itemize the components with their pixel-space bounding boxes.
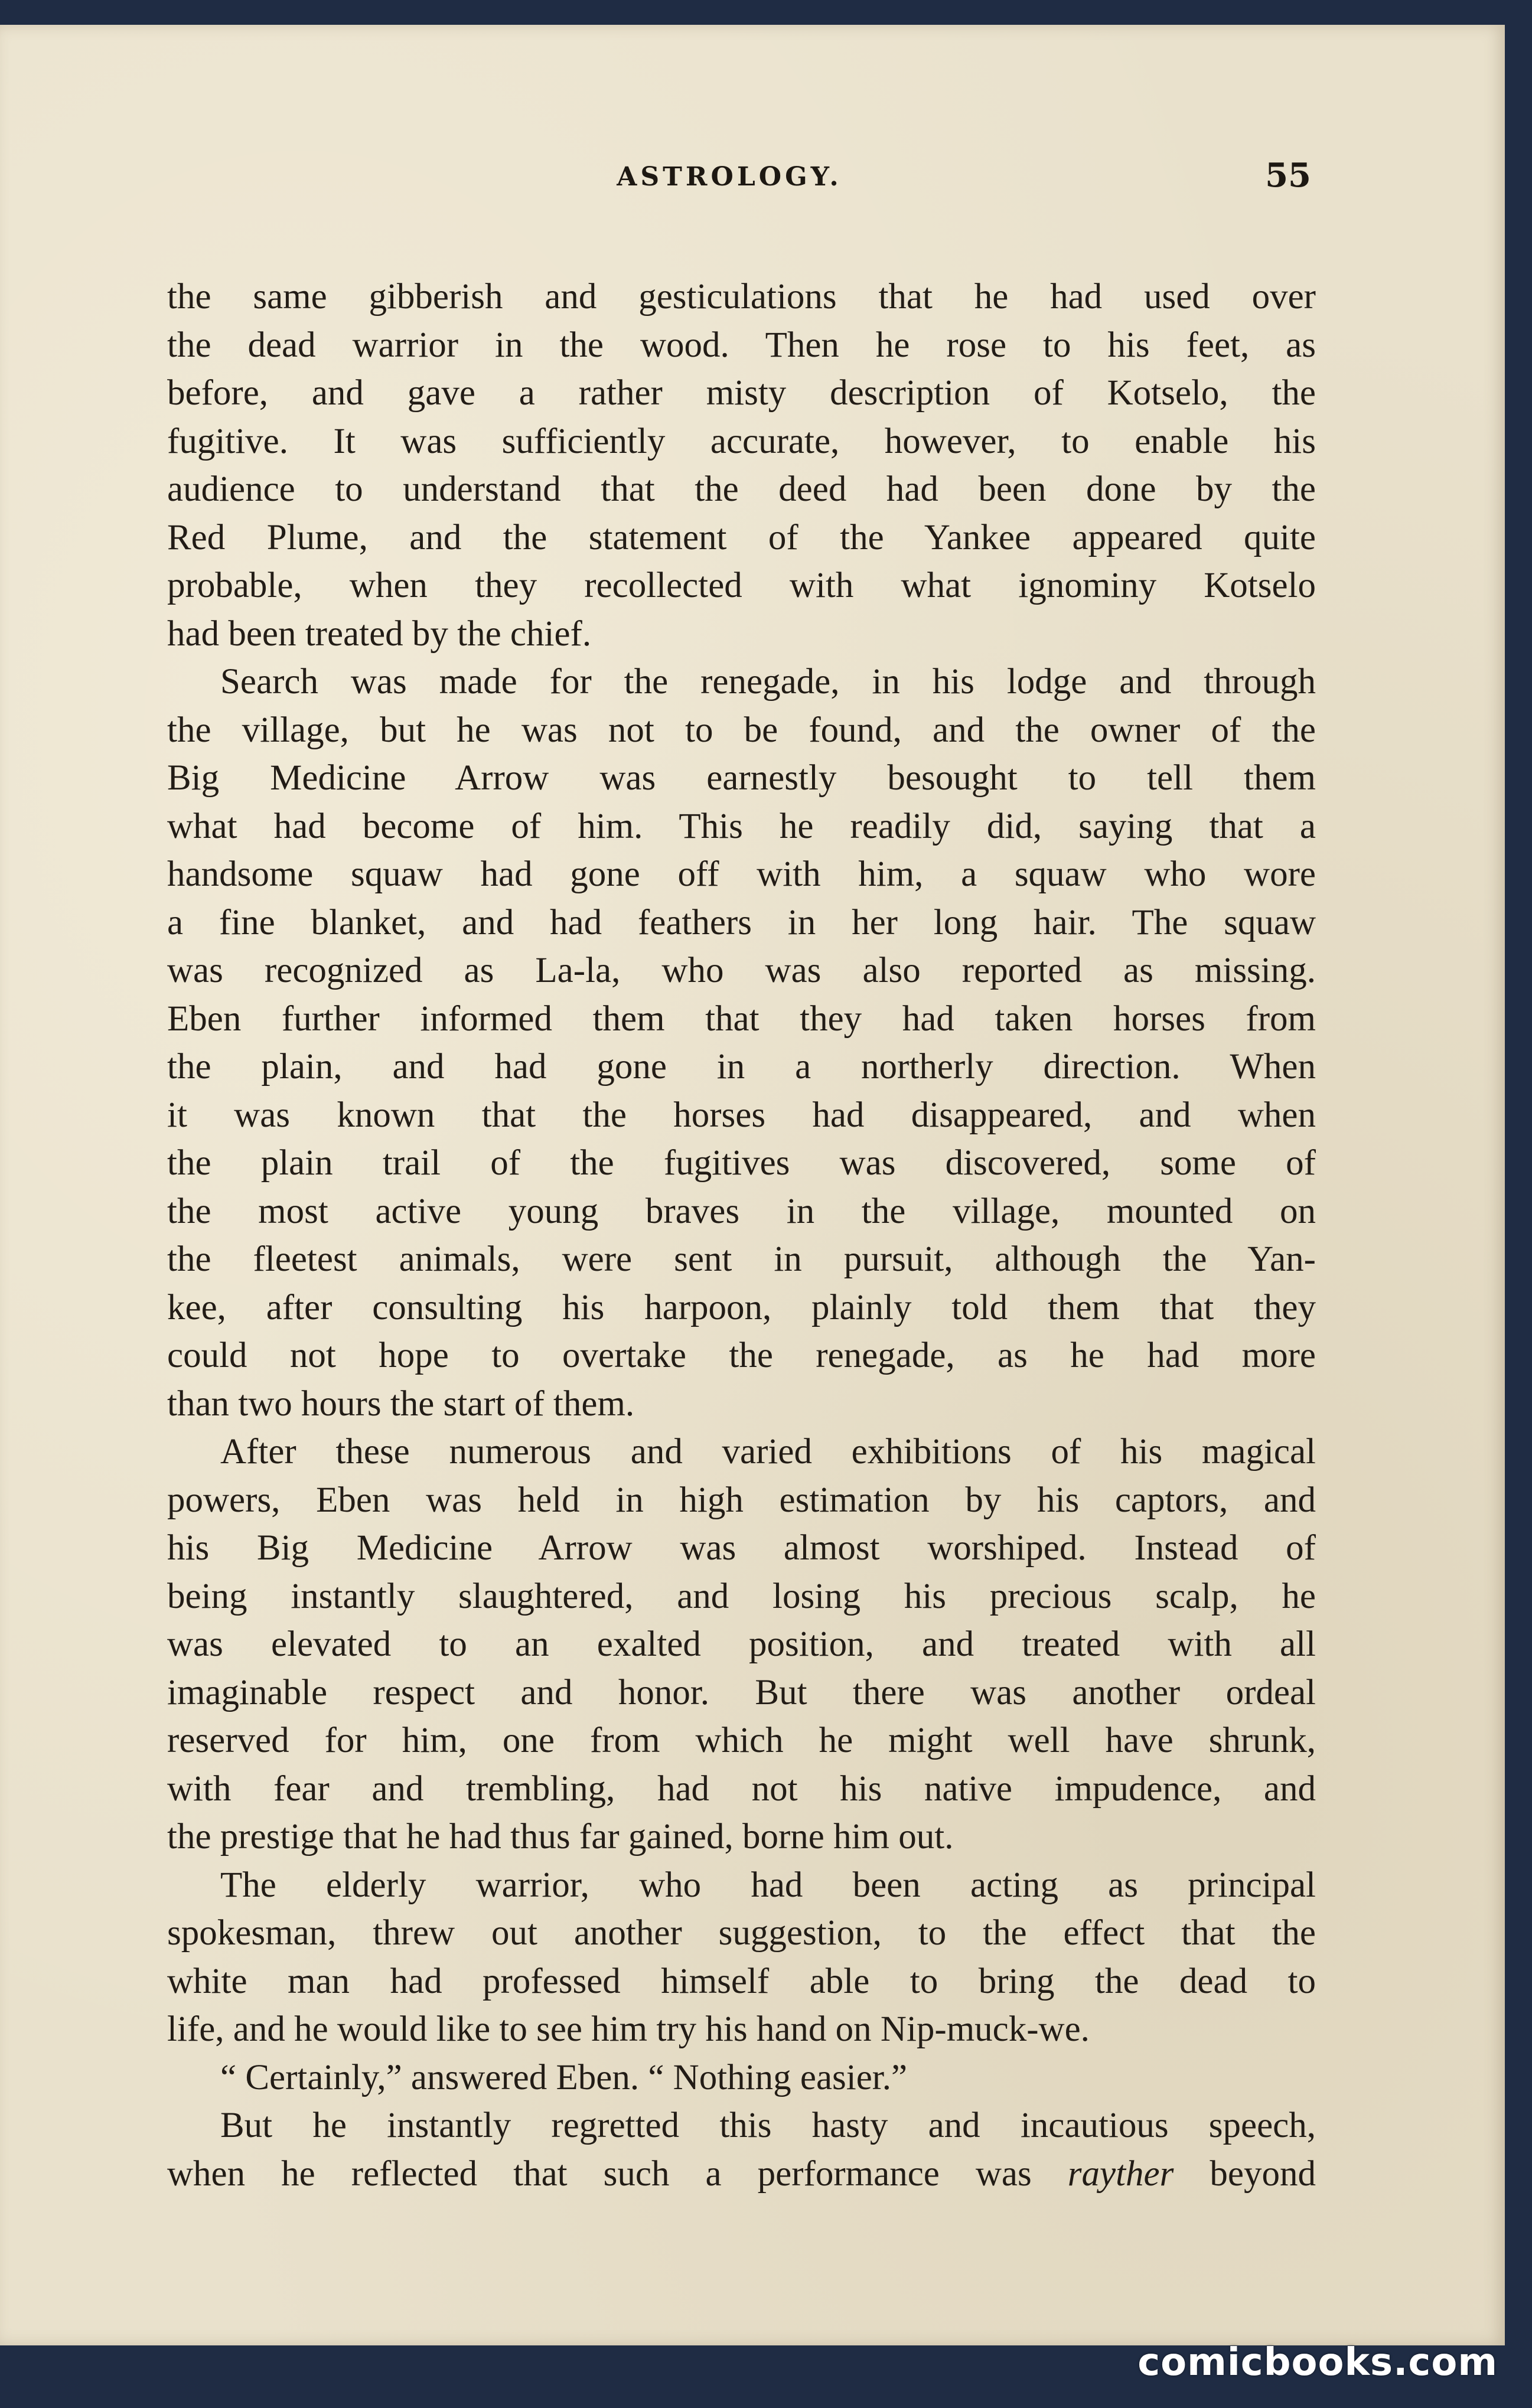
text-line: his Big Medicine Arrow was almost worshiped. Instead of [167, 1528, 1316, 1568]
paragraph-1 [167, 273, 1316, 658]
paragraph-4 [167, 1861, 1316, 2054]
text-line: it was known that the horses had disappeared, and when [167, 1095, 1316, 1135]
text-line: the fleetest animals, were sent in pursuit, although the Yan- [167, 1239, 1316, 1279]
italic-word: rayther [1067, 2154, 1174, 2194]
text-line: life, and he would like to see him try his hand on Nip-muck-we. [167, 2009, 1090, 2049]
text-line: audience to understand that the deed had been done by the [167, 469, 1316, 509]
text-line: the plain trail of the fugitives was discovered, some of [167, 1143, 1316, 1183]
paragraph-5 [167, 2054, 1316, 2102]
text-line-final [167, 2150, 1316, 2198]
text-run: beyond [1174, 2154, 1316, 2194]
text-line: the most active young braves in the village, mounted on [167, 1191, 1316, 1231]
text-line: with fear and trembling, had not his native impudence, and [167, 1769, 1316, 1809]
text-line: powers, Eben was held in high estimation by his captors, and [167, 1480, 1316, 1520]
running-title: ASTROLOGY. [617, 162, 842, 192]
text-line: probable, when they recollected with what ignominy Kotselo [167, 566, 1316, 605]
text-line: a fine blanket, and had feathers in her long hair. The squaw [167, 902, 1316, 942]
text-line: was elevated to an exalted position, and treated with all [167, 1624, 1316, 1664]
body-text [167, 273, 1316, 2198]
text-line: before, and gave a rather misty description of Kotselo, the [167, 373, 1316, 413]
text-line: had been treated by the chief. [167, 614, 592, 654]
text-line: the dead warrior in the wood. Then he rose to his feet, as [167, 325, 1316, 365]
text-line: being instantly slaughtered, and losing his precious scalp, he [167, 1576, 1316, 1616]
text-line: Red Plume, and the statement of the Yankee appeared quite [167, 517, 1316, 557]
paragraph-3 [167, 1428, 1316, 1861]
paragraph-2 [167, 658, 1316, 1428]
text-line: white man had professed himself able to bring the dead to [167, 1961, 1316, 2001]
text-line: imaginable respect and honor. But there was another ordeal [167, 1672, 1316, 1712]
page-number: 55 [1265, 156, 1311, 195]
text-line: the village, but he was not to be found, and the owner of the [167, 710, 1316, 750]
text-line: Eben further informed them that they had taken horses from [167, 999, 1316, 1039]
text-line: fugitive. It was sufficiently accurate, however, to enable his [167, 421, 1316, 461]
running-header [148, 156, 1311, 209]
book-page [0, 25, 1505, 2345]
text-line: reserved for him, one from which he might well have shrunk, [167, 1721, 1316, 1760]
text-line: Search was made for the renegade, in his lodge and through [220, 662, 1316, 701]
text-line: was recognized as La-la, who was also reported as missing. [167, 951, 1316, 990]
text-line: what had become of him. This he readily did, saying that a [167, 806, 1316, 846]
text-run: when he reflected that such a performance was [167, 2154, 1068, 2194]
text-line: could not hope to overtake the renegade, as he had more [167, 1336, 1316, 1375]
text-line: handsome squaw had gone off with him, a squaw who wore [167, 854, 1316, 894]
text-line: The elderly warrior, who had been acting as principal [220, 1865, 1316, 1905]
text-line: Big Medicine Arrow was earnestly besought to tell them [167, 758, 1316, 798]
text-line: kee, after consulting his harpoon, plainly told them that they [167, 1287, 1316, 1327]
text-line: But he instantly regretted this hasty and incautious speech, [220, 2106, 1316, 2145]
text-line: the prestige that he had thus far gained, borne him out. [167, 1817, 954, 1856]
text-line: than two hours the start of them. [167, 1384, 635, 1424]
paragraph-6 [167, 2102, 1316, 2198]
text-line: the same gibberish and gesticulations that he had used over [167, 277, 1316, 317]
text-line: spokesman, threw out another suggestion, to the effect that the [167, 1913, 1316, 1953]
text-line: the plain, and had gone in a northerly direction. When [167, 1047, 1316, 1086]
watermark-text: comicbooks.com [1137, 2341, 1498, 2384]
text-line: After these numerous and varied exhibitions of his magical [220, 1432, 1316, 1471]
text-line: “ Certainly,” answered Eben. “ Nothing easier.” [220, 2057, 908, 2097]
